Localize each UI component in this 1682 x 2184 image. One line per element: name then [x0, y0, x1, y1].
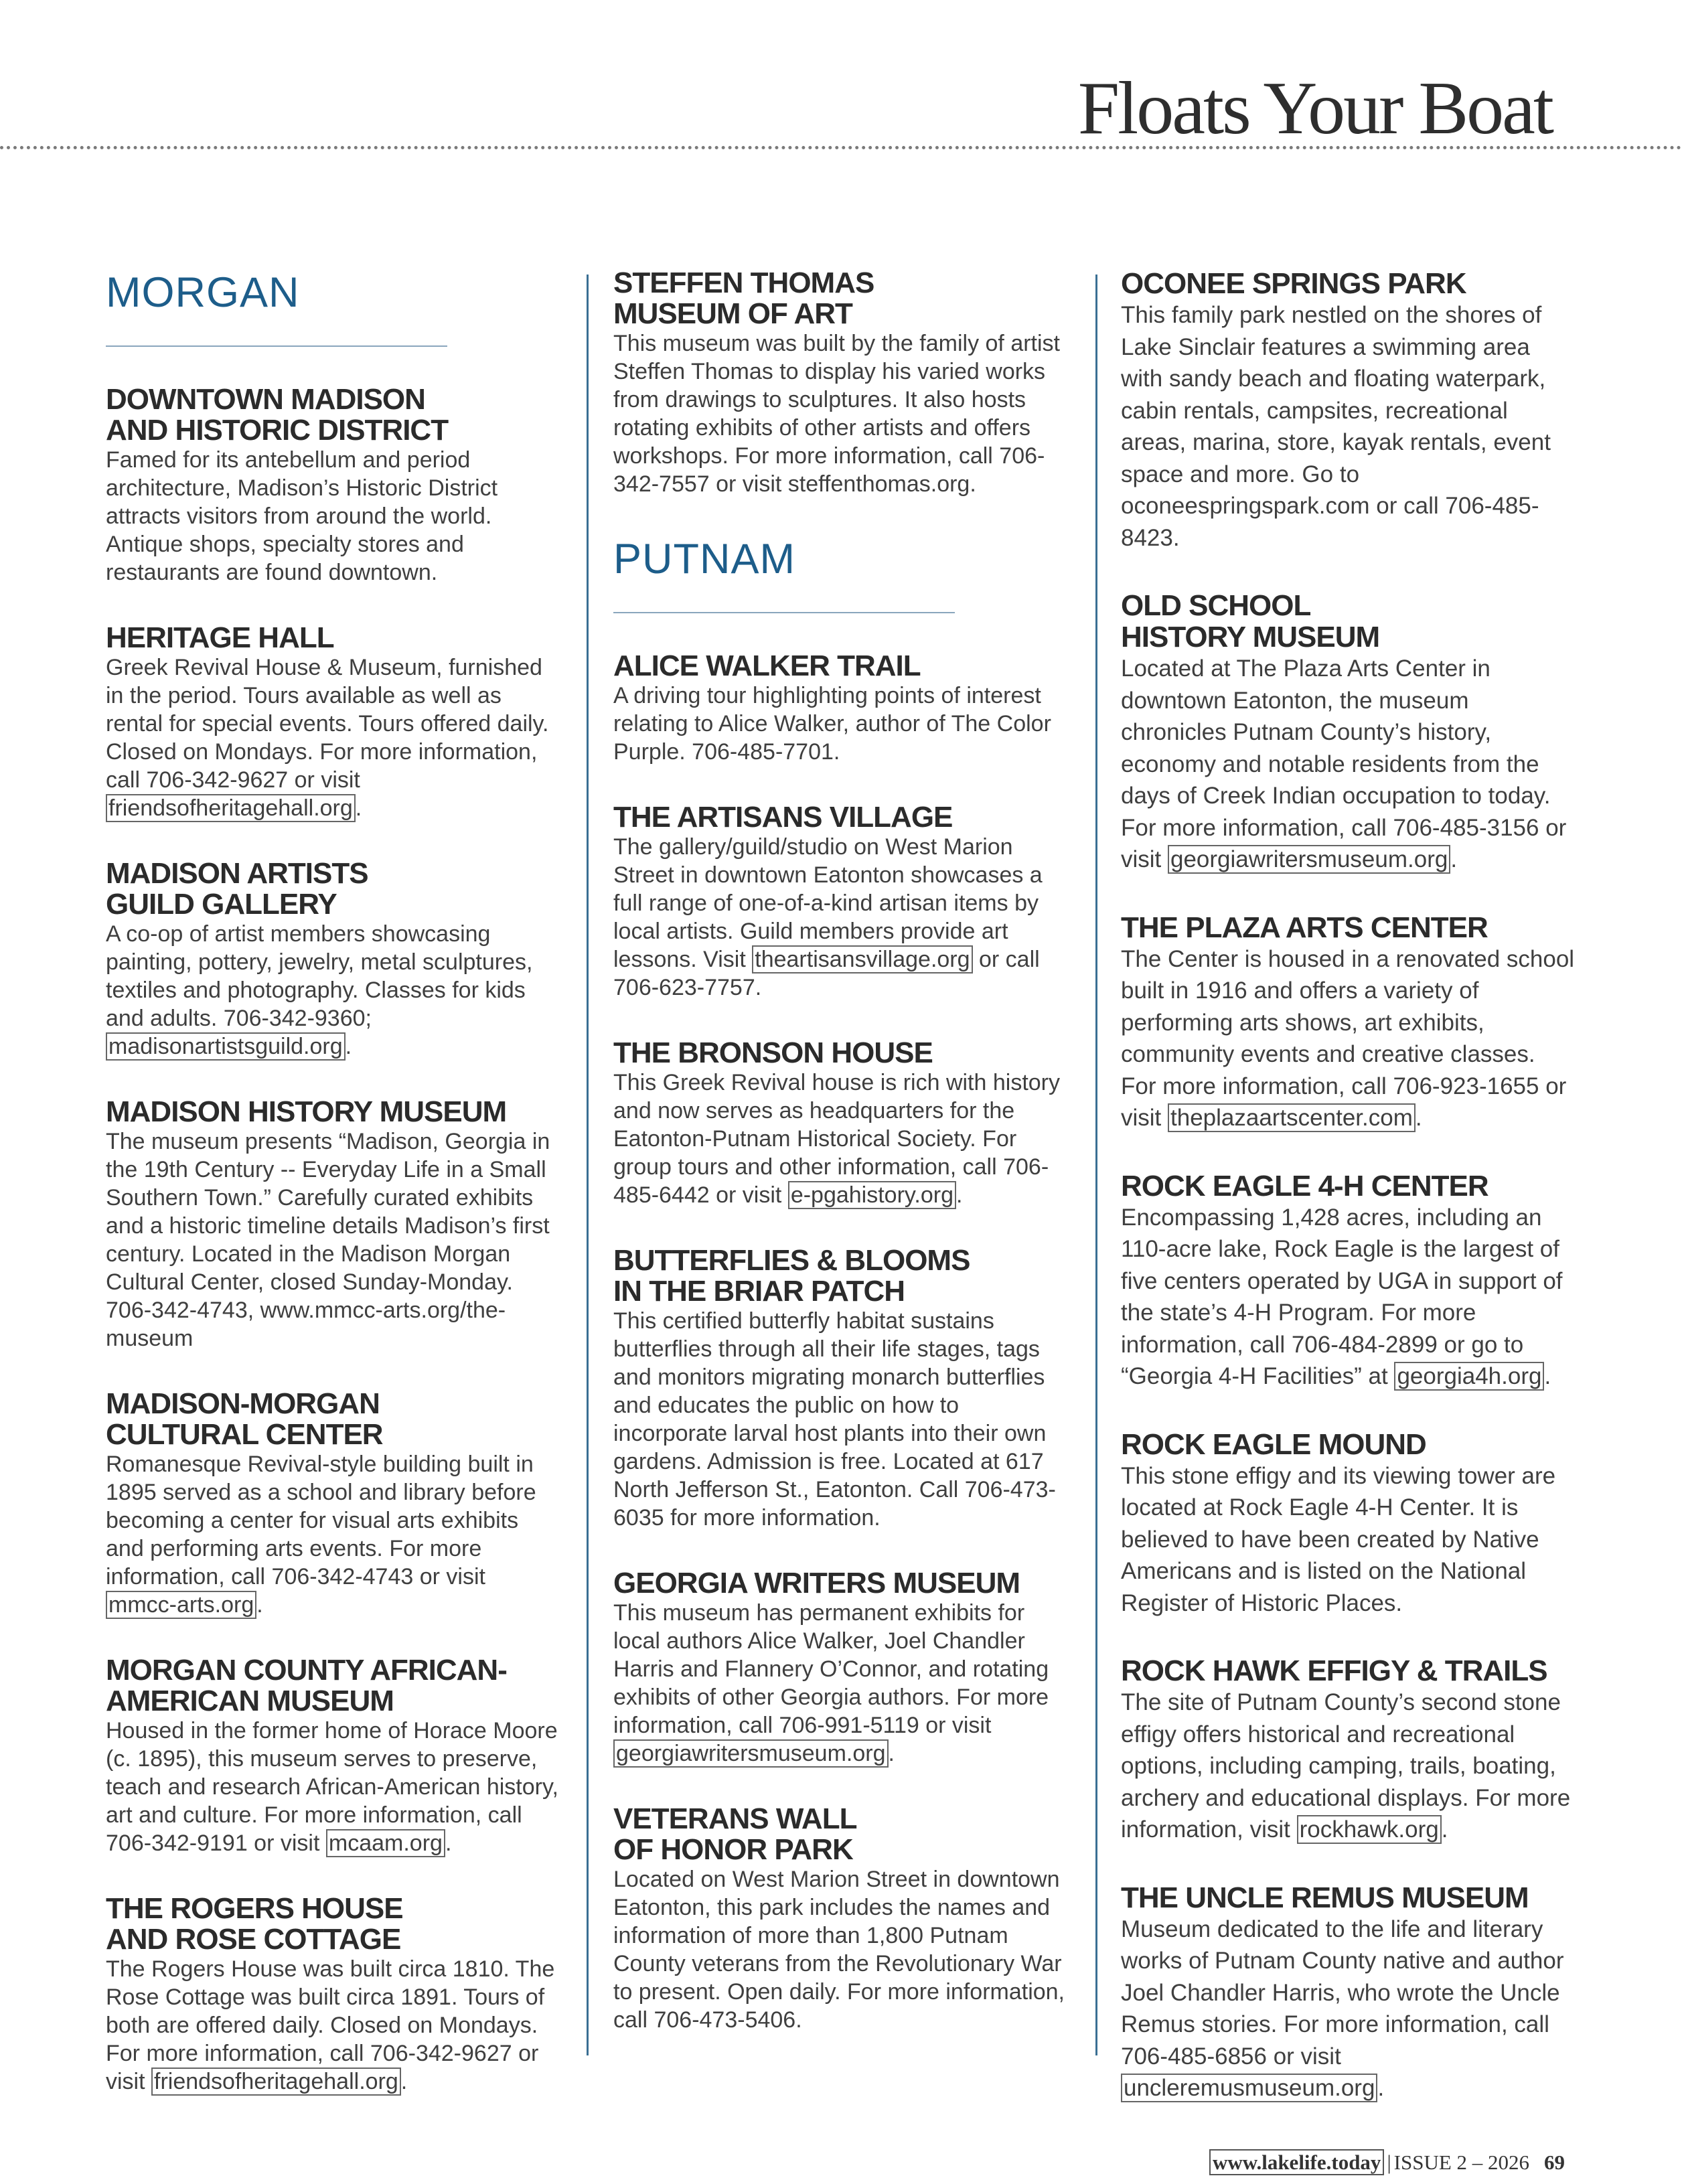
listing-title — [1121, 1882, 1576, 1914]
listing-title — [613, 1245, 1075, 1307]
listing-website-link[interactable]: madisonartistsguild.org — [106, 1032, 346, 1061]
listing-text: Museum dedicated to the life and literary works of Putnam County native and author Joel Chandler Harris, who wrote the Uncle Remus stories. For more information, call 706-485-6856 or visit — [1121, 1916, 1564, 2070]
listing-title-line: MADISON ARTISTS — [106, 856, 368, 890]
listing-title-line: THE ARTISANS VILLAGE — [613, 800, 953, 834]
listing-title — [1121, 1655, 1576, 1687]
listing-title-line: BUTTERFLIES & BLOOMS — [613, 1243, 970, 1277]
listing-entry — [1121, 1882, 1576, 2104]
listing-entry — [106, 858, 561, 1061]
listing-entry — [1121, 1655, 1576, 1846]
listing-description — [613, 833, 1075, 1002]
listing-text: This family park nestled on the shores of Lake Sinclair features a swimming area with sandy beach and floating waterpark, cabin rentals, campsites, recreational areas, marina, store, kayak rentals, event space and more. Go to oconeespringspark.com or call 706-485-8423. — [1121, 302, 1551, 551]
footer-separator: | — [1387, 2151, 1391, 2174]
column-divider — [587, 275, 589, 2055]
listing-title-line: ROCK HAWK EFFIGY & TRAILS — [1121, 1654, 1547, 1687]
listing-text: The site of Putnam County’s second stone effigy offers historical and recreational options, including camping, trails, boating, archery and educational displays. For more information, visit — [1121, 1689, 1571, 1843]
column-morgan — [106, 268, 561, 2132]
listing-text-tail: . — [400, 2068, 408, 2094]
listing-entry — [1121, 268, 1576, 554]
listing-title — [106, 1097, 561, 1127]
listing-website-link[interactable]: mcaam.org — [326, 1829, 445, 1857]
listing-title-line: THE UNCLE REMUS MUSEUM — [1121, 1881, 1529, 1914]
listing-text-tail: . — [1415, 1105, 1422, 1131]
listing-text: This certified butterfly habitat sustains butterflies through all their life stages, tags and monitors migrating monarch butterflies and educates the public on how to incorporate larval host plants into their own gardens. Admission is free. Located at 617 North Jefferson St., Eatonton. Call 706-473-6035 for more information. — [613, 1308, 1056, 1531]
listing-title-line: STEFFEN THOMAS — [613, 266, 874, 299]
listing-text: The Rogers House was built circa 1810. The Rose Cottage was built circa 1891. Tours of both are offered daily. Closed on Mondays. For more information, call 706-342-9627 or visit — [106, 1956, 555, 2094]
listing-text: A co-op of artist members showcasing painting, pottery, jewelry, metal sculptures, textiles and photography. Classes for kids and adults. 706-342-9360; — [106, 921, 533, 1031]
listing-text: Located on West Marion Street in downtown Eatonton, this park includes the names and information of more than 1,800 Putnam County veterans from the Revolutionary War to present. Open daily. For more information, call 706-473-5406. — [613, 1866, 1065, 2033]
listing-description — [613, 1069, 1075, 1209]
listing-entry — [613, 1245, 1075, 1532]
listing-title — [1121, 1170, 1576, 1202]
listing-title — [1121, 1429, 1576, 1460]
county-underline — [106, 345, 447, 347]
listing-title-line: OCONEE SPRINGS PARK — [1121, 267, 1466, 300]
listing-website-link[interactable]: theplazaartscenter.com — [1168, 1103, 1416, 1132]
listing-text-tail: . — [445, 1830, 452, 1856]
listing-entry — [613, 802, 1075, 1002]
listing-description — [1121, 299, 1576, 554]
listing-title-line: MADISON HISTORY MUSEUM — [106, 1095, 507, 1128]
listing-text: Romanesque Revival-style building built in 1895 served as a school and library before becoming a center for visual arts exhibits and performing arts events. For more information, call 706-342-4743 or visit — [106, 1451, 536, 1589]
listing-website-link[interactable]: georgia4h.org — [1394, 1362, 1544, 1391]
column-divider — [1095, 275, 1097, 2055]
listing-description — [1121, 1202, 1576, 1393]
listing-title — [613, 651, 1075, 682]
listing-text-tail: . — [355, 795, 362, 821]
listing-description — [106, 1127, 561, 1352]
listing-text: This museum has permanent exhibits for local authors Alice Walker, Joel Chandler Harris and Flannery O’Connor, and rotating exhibits of other Georgia authors. For more information, call 706-991-5119 or visit — [613, 1600, 1049, 1738]
listing-text: A driving tour highlighting points of interest relating to Alice Walker, author of The Color Purple. 706-485-7701. — [613, 682, 1051, 765]
listing-title-line: ALICE WALKER TRAIL — [613, 649, 921, 682]
listing-title — [613, 268, 1075, 329]
listing-title — [106, 1389, 561, 1450]
listing-title-line: AND HISTORIC DISTRICT — [106, 413, 449, 447]
listing-description — [1121, 1914, 1576, 2104]
listing-entry — [106, 1655, 561, 1857]
listing-entry — [106, 1389, 561, 1619]
listing-description — [613, 329, 1075, 498]
listing-title-line: GUILD GALLERY — [106, 887, 337, 921]
listing-text-tail: . — [888, 1740, 895, 1766]
listing-description — [1121, 653, 1576, 876]
listing-title-line: ROCK EAGLE MOUND — [1121, 1427, 1426, 1461]
page-footer — [1209, 2151, 1565, 2175]
listing-title-line: HISTORY MUSEUM — [1121, 621, 1380, 653]
listing-text-tail: . — [1544, 1363, 1551, 1389]
listing-entry — [613, 651, 1075, 766]
listing-entry — [1121, 912, 1576, 1134]
listing-text: This Greek Revival house is rich with history and now serves as headquarters for the Eatonton-Putnam Historical Society. For group tours and other information, call 706-485-6442 or visit — [613, 1069, 1061, 1208]
listing-description — [106, 446, 561, 587]
listing-title-line: AMERICAN MUSEUM — [106, 1684, 394, 1717]
listing-title — [613, 1568, 1075, 1599]
listing-title — [106, 1893, 561, 1955]
listing-website-link[interactable]: e-pgahistory.org — [788, 1181, 956, 1209]
listing-entry — [613, 268, 1075, 498]
listing-description — [613, 1865, 1075, 2034]
column-putnam — [613, 268, 1075, 2070]
listing-title — [106, 858, 561, 920]
county-underline — [613, 612, 955, 613]
dotted-divider — [0, 146, 1682, 149]
listing-text: The museum presents “Madison, Georgia in the 19th Century -- Everyday Life in a Small Southern Town.” Carefully curated exhibits and a historic timeline details Madison’s first century. Located in the Madison Morgan Cultural Center, closed Sunday-Monday. 706-342-4743, www.mmcc-arts.org/the-museum — [106, 1128, 550, 1351]
listing-title-line: MORGAN COUNTY AFRICAN- — [106, 1653, 507, 1687]
listing-entry — [1121, 1429, 1576, 1620]
listing-text-tail: . — [256, 1591, 263, 1618]
listing-entry — [613, 1804, 1075, 2034]
listing-title — [1121, 912, 1576, 943]
listing-text-tail: or call 706-623-7757. — [613, 946, 1040, 1000]
listing-website-link[interactable]: mmcc-arts.org — [106, 1591, 256, 1619]
footer-issue: ISSUE 2 – 2026 — [1393, 2151, 1530, 2174]
listing-text-tail: . — [1450, 846, 1458, 872]
footer-site-link[interactable]: www.lakelife.today — [1209, 2149, 1384, 2175]
county-heading: MORGAN — [106, 269, 300, 316]
listing-entry — [613, 1568, 1075, 1768]
listing-title-line: OLD SCHOOL — [1121, 589, 1311, 622]
listing-description — [106, 653, 561, 822]
listing-entry — [106, 384, 561, 587]
listing-entry — [1121, 1170, 1576, 1393]
listing-title-line: THE PLAZA ARTS CENTER — [1121, 911, 1488, 944]
listing-text-tail: . — [1377, 2075, 1385, 2101]
listing-description — [106, 920, 561, 1061]
listing-title — [1121, 268, 1576, 299]
listing-description — [613, 1599, 1075, 1768]
listing-website-link[interactable]: uncleremusmuseum.org — [1121, 2074, 1377, 2102]
listing-title-line: MUSEUM OF ART — [613, 297, 852, 330]
listing-description — [106, 1450, 561, 1619]
listing-text-tail: . — [955, 1182, 963, 1208]
listing-title-line: OF HONOR PARK — [613, 1832, 853, 1866]
listing-text: Encompassing 1,428 acres, including an 110-acre lake, Rock Eagle is the largest of five centers operated by UGA in support of the state’s 4-H Program. For more information, call 706-484-2899 or go to “Georgia 4-H Facilities” at — [1121, 1204, 1563, 1389]
listing-website-link[interactable]: friendsofheritagehall.org — [151, 2068, 401, 2096]
listing-title — [106, 1655, 561, 1717]
listing-title — [613, 1038, 1075, 1069]
listing-title-line: VETERANS WALL — [613, 1802, 857, 1835]
listing-title-line: THE ROGERS HOUSE — [106, 1891, 403, 1925]
county-heading: PUTNAM — [613, 536, 795, 582]
listing-text: Housed in the former home of Horace Moore (c. 1895), this museum serves to preserve, teach and research African-American history, art and culture. For more information, call 706-342-9191 or visit — [106, 1717, 558, 1856]
listing-entry — [106, 623, 561, 822]
listing-title-line: GEORGIA WRITERS MUSEUM — [613, 1566, 1020, 1600]
listing-title — [1121, 590, 1576, 653]
listing-text: The Center is housed in a renovated school built in 1916 and offers a variety of performing arts shows, art exhibits, community events and creative classes. For more information, call 706-923-1655 or visit — [1121, 945, 1575, 1131]
listing-website-link[interactable]: theartisansvillage.org — [752, 945, 972, 973]
listing-entry — [106, 1097, 561, 1352]
listing-description — [1121, 1460, 1576, 1620]
listing-description — [1121, 943, 1576, 1134]
listing-title — [613, 802, 1075, 833]
listing-title-line: AND ROSE COTTAGE — [106, 1922, 401, 1956]
listing-description — [613, 1307, 1075, 1532]
listing-title-line: CULTURAL CENTER — [106, 1417, 383, 1451]
listing-website-link[interactable]: friendsofheritagehall.org — [106, 794, 356, 822]
listing-website-link[interactable]: georgiawritersmuseum.org — [613, 1739, 889, 1768]
listing-title — [106, 384, 561, 446]
listing-title-line: DOWNTOWN MADISON — [106, 382, 425, 416]
listing-website-link[interactable]: georgiawritersmuseum.org — [1168, 845, 1450, 874]
listing-entry — [106, 1893, 561, 2096]
listing-text: Greek Revival House & Museum, furnished in the period. Tours available as well as rental for special events. Tours offered daily. Closed on Mondays. For more information, call 706-342-9627 or visit — [106, 654, 549, 793]
listing-text: The gallery/guild/studio on West Marion Street in downtown Eatonton showcases a full range of one-of-a-kind artisan items by local artists. Guild members provide art lessons. Visit — [613, 834, 1043, 972]
listing-text: This museum was built by the family of artist Steffen Thomas to display his varied works from drawings to sculptures. It also hosts rotating exhibits of other artists and offers workshops. For more information, call 706-342-7557 or visit steffenthomas.org. — [613, 331, 1061, 497]
listing-title — [106, 623, 561, 653]
listing-title-line: MADISON-MORGAN — [106, 1387, 380, 1420]
listing-title — [613, 1804, 1075, 1865]
listing-title-line: ROCK EAGLE 4-H CENTER — [1121, 1169, 1488, 1202]
listing-description — [106, 1955, 561, 2096]
listing-text-tail: . — [1441, 1816, 1448, 1843]
listing-text: This stone effigy and its viewing tower are located at Rock Eagle 4-H Center. It is believed to have been created by Native Americans and is listed on the National Register of Historic Places. — [1121, 1462, 1556, 1616]
listing-text: Famed for its antebellum and period architecture, Madison’s Historic District attracts visitors from around the world. Antique shops, specialty stores and restaurants are found downtown. — [106, 447, 498, 585]
listing-title-line: HERITAGE HALL — [106, 621, 334, 654]
listing-text-tail: . — [345, 1033, 352, 1059]
listing-title-line: THE BRONSON HOUSE — [613, 1036, 933, 1069]
listing-entry — [1121, 590, 1576, 876]
listing-description — [106, 1717, 561, 1857]
section-title: Floats Your Boat — [1077, 67, 1552, 150]
listing-description — [1121, 1687, 1576, 1846]
listing-description — [613, 682, 1075, 766]
listing-website-link[interactable]: rockhawk.org — [1297, 1815, 1442, 1844]
column-putnam-continued — [1121, 268, 1576, 2140]
listing-title-line: IN THE BRIAR PATCH — [613, 1274, 905, 1308]
page-number: 69 — [1544, 2151, 1565, 2174]
listing-text: Located at The Plaza Arts Center in downtown Eatonton, the museum chronicles Putnam County’s history, economy and notable residents from the days of Creek Indian occupation to today. For more information, call 706-485-3156 or visit — [1121, 655, 1567, 872]
listing-entry — [613, 1038, 1075, 1209]
